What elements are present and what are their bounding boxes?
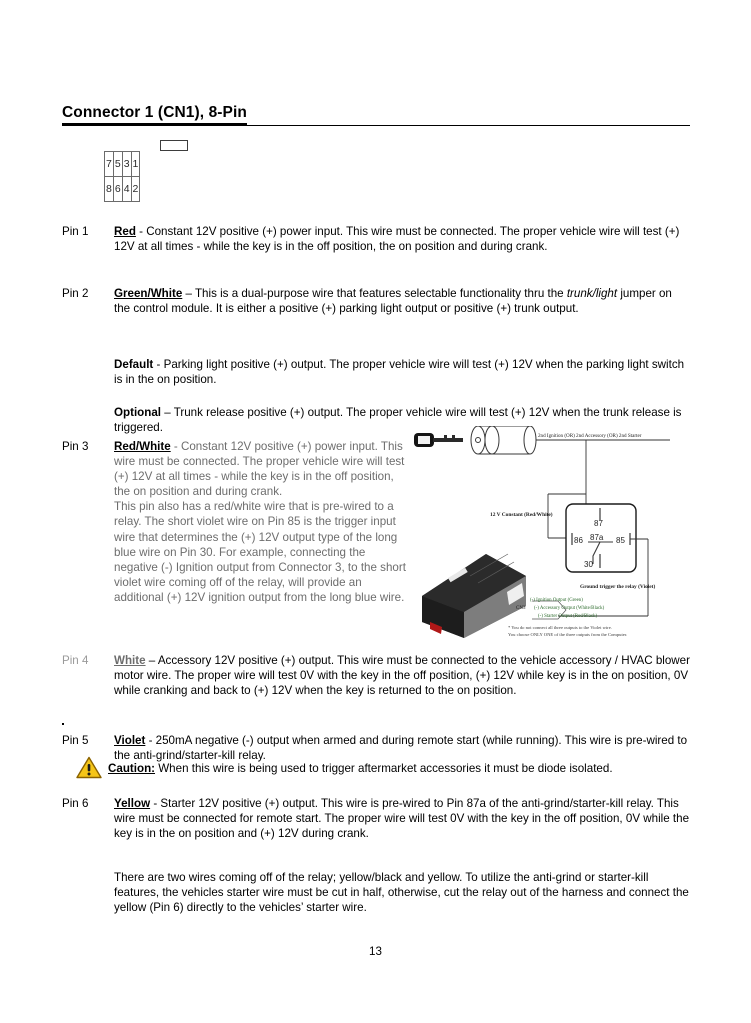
connector-bottom-row [105,177,140,202]
warning-triangle-icon [76,756,102,779]
wire-color-2: Green/White [114,287,183,300]
pin-text-1: - Constant 12V positive (+) power input. This wire must be connected. The proper vehicle wire will test (+) 12V at all times - while the key is in the off position, the on position and during crank. [114,225,680,254]
pin-text-4: – Accessory 12V positive (+) output. This wire must be connected to the vehicle accessory / HVAC blower motor wire. The proper wire will test 0V with the key in the off position, (+) 12V while key is in the on position, 0V while cranking and back to (+) 12V when the key is returned to the on position. [114,654,690,698]
pin-number-1: Pin 1 [62,225,89,238]
pin-cell-2: 2 [131,177,140,202]
relay-pin-85: 85 [616,536,625,545]
caution-body: When this wire is being used to trigger aftermarket accessories it must be diode isolated. [155,762,613,775]
default-text: - Parking light positive (+) output. The proper vehicle wire will test (+) 12V when the parking light switch is in the on position. [114,357,685,386]
pin-number-4: Pin 4 [62,654,89,667]
heading-rule [62,125,690,126]
connector-pin-grid [104,151,140,202]
optional-text: – Trunk release positive (+) output. The proper vehicle wire will test (+) 12V when the trunk release is triggered. [114,405,682,434]
relay-pin-86: 86 [574,536,583,545]
ignition-cylinder-icon [471,426,536,454]
wire-color-1: Red [114,225,136,238]
ground-trigger-label: Ground trigger the relay (Violet) [580,584,656,590]
pin-text-3: - Constant 12V positive (+) power input. This wire must be connected. The proper vehicle wire will test (+) 12V at all times - while the key is in the off position, the on position and during crank. [114,440,405,499]
pin-cell-8: 8 [105,177,114,202]
output-label-accessory: (-) Accessory Output (White/Black) [534,606,605,611]
pin-entry-3 [62,439,410,605]
relay-wiring-diagram [408,426,690,644]
pin-number-2: Pin 2 [62,287,89,300]
pin-cell-5: 5 [113,152,122,177]
pin-entry-6 [62,796,690,841]
output-label-starter: (-) Starter Output (Red/Black) [538,614,598,619]
pin-cell-1: 1 [131,152,140,177]
relay-pin-87a: 87a [590,533,604,542]
constant-power-label: 12 V Constant (Red/White) [490,512,553,518]
pin-paragraph-1 [114,224,690,254]
pin-entry-1 [62,224,690,254]
pin-cell-7: 7 [105,152,114,177]
ignition-switch-label: 2nd Ignition (OR) 2nd Accessory (OR) 2nd Starter [538,433,642,439]
caution-label: Caution: [108,762,156,775]
pin-body-4 [114,653,690,698]
optional-label: Optional [114,405,162,419]
connector-top-row [105,152,140,177]
default-paragraph [114,357,690,387]
caution-text [108,758,613,776]
pin-text-6: - Starter 12V positive (+) output. This wire is pre-wired to Pin 87a of the anti-grind/starter-kill relay. This wire must be connected for remote start. The proper wire will test 0V with the key in the off position, 0V while the key is in the on position and (+) 12V during crank. [114,797,690,841]
pin-paragraph-6b: There are two wires coming off of the relay; yellow/black and yellow. To utilize the anti-grind or starter-kill features, the vehicles starter wire must be cut in half, otherwise, cut the relay out of the harness and connect the yellow (Pin 6) directly to the vehicles’ starter wire. [114,870,689,914]
caution-row [76,758,690,779]
wire-color-6: Yellow [114,797,151,810]
pin-paragraph-6 [114,796,690,841]
pin-text-5: - 250mA negative (-) output when armed and during remote start (while running). This wire is pre-wired to the anti-grind/starter-kill relay. [114,734,688,763]
wire-color-5: Violet [114,734,146,747]
diagram-footnote-line-2: You choose ONLY ONE of the three outputs from the Computer. [508,632,628,637]
pin-number-3: Pin 3 [62,440,89,453]
pin-entry-4 [62,653,690,698]
pin-paragraph-2 [114,286,690,316]
relay-body [566,504,636,572]
key-icon [414,433,463,447]
wire-color-3: Red/White [114,440,171,453]
pin-entry-2 [62,286,690,316]
stray-mark [62,723,64,725]
output-label-ignition: (-) Ignition Output (Green) [530,598,583,603]
ignition-output-line [536,440,670,506]
pin-cell-6: 6 [113,177,122,202]
pin-body-1 [114,224,690,254]
pin-body-3 [114,439,410,605]
default-label: Default [114,357,154,371]
section-heading-wrap [62,104,690,125]
pin-paragraph-4 [114,653,690,698]
pin-body-2 [114,286,690,316]
pin-number-5: Pin 5 [62,734,89,747]
pin-paragraph-3b: This pin also has a red/white wire that is pre-wired to a relay. The short violet wire on Pin 85 is the trigger input wire that determines the (+) 12V output type of the long blue wire on Pin 30. For example, connecting the negative (-) Ignition output from Connector 3, to the short violet wire coming off of the relay, will provide an additional (+) 12V ignition output from the long blue wire. [114,500,406,604]
module-connector-label: CN3 [516,606,526,611]
pin-body-6 [114,796,690,841]
page-title: Connector 1 (CN1), 8-Pin [62,104,247,125]
pin-cell-4: 4 [122,177,131,202]
pin-entry-6-note [114,858,690,926]
connector-keying-tab [160,140,188,151]
pin-entry-2-default [114,345,690,398]
pin-text-2-after: jumper on the control module. It is either a positive (+) parking light output or positive (+) trunk output. [114,287,672,316]
wire-color-4: White [114,654,146,667]
pin-number-6: Pin 6 [62,797,89,810]
page-number: 13 [369,945,382,958]
relay-pin-87: 87 [594,519,603,528]
relay-pin-30: 30 [584,560,593,569]
pin-text-2-italic: trunk/light [566,287,618,300]
pin-text-2-before: – This is a dual-purpose wire that features selectable functionality thru the [182,287,567,300]
pin-cell-3: 3 [122,152,131,177]
diagram-footnote-line-1: * You do not connect all three outputs to the Violet wire. [508,625,612,630]
pin-paragraph-3 [114,439,410,499]
